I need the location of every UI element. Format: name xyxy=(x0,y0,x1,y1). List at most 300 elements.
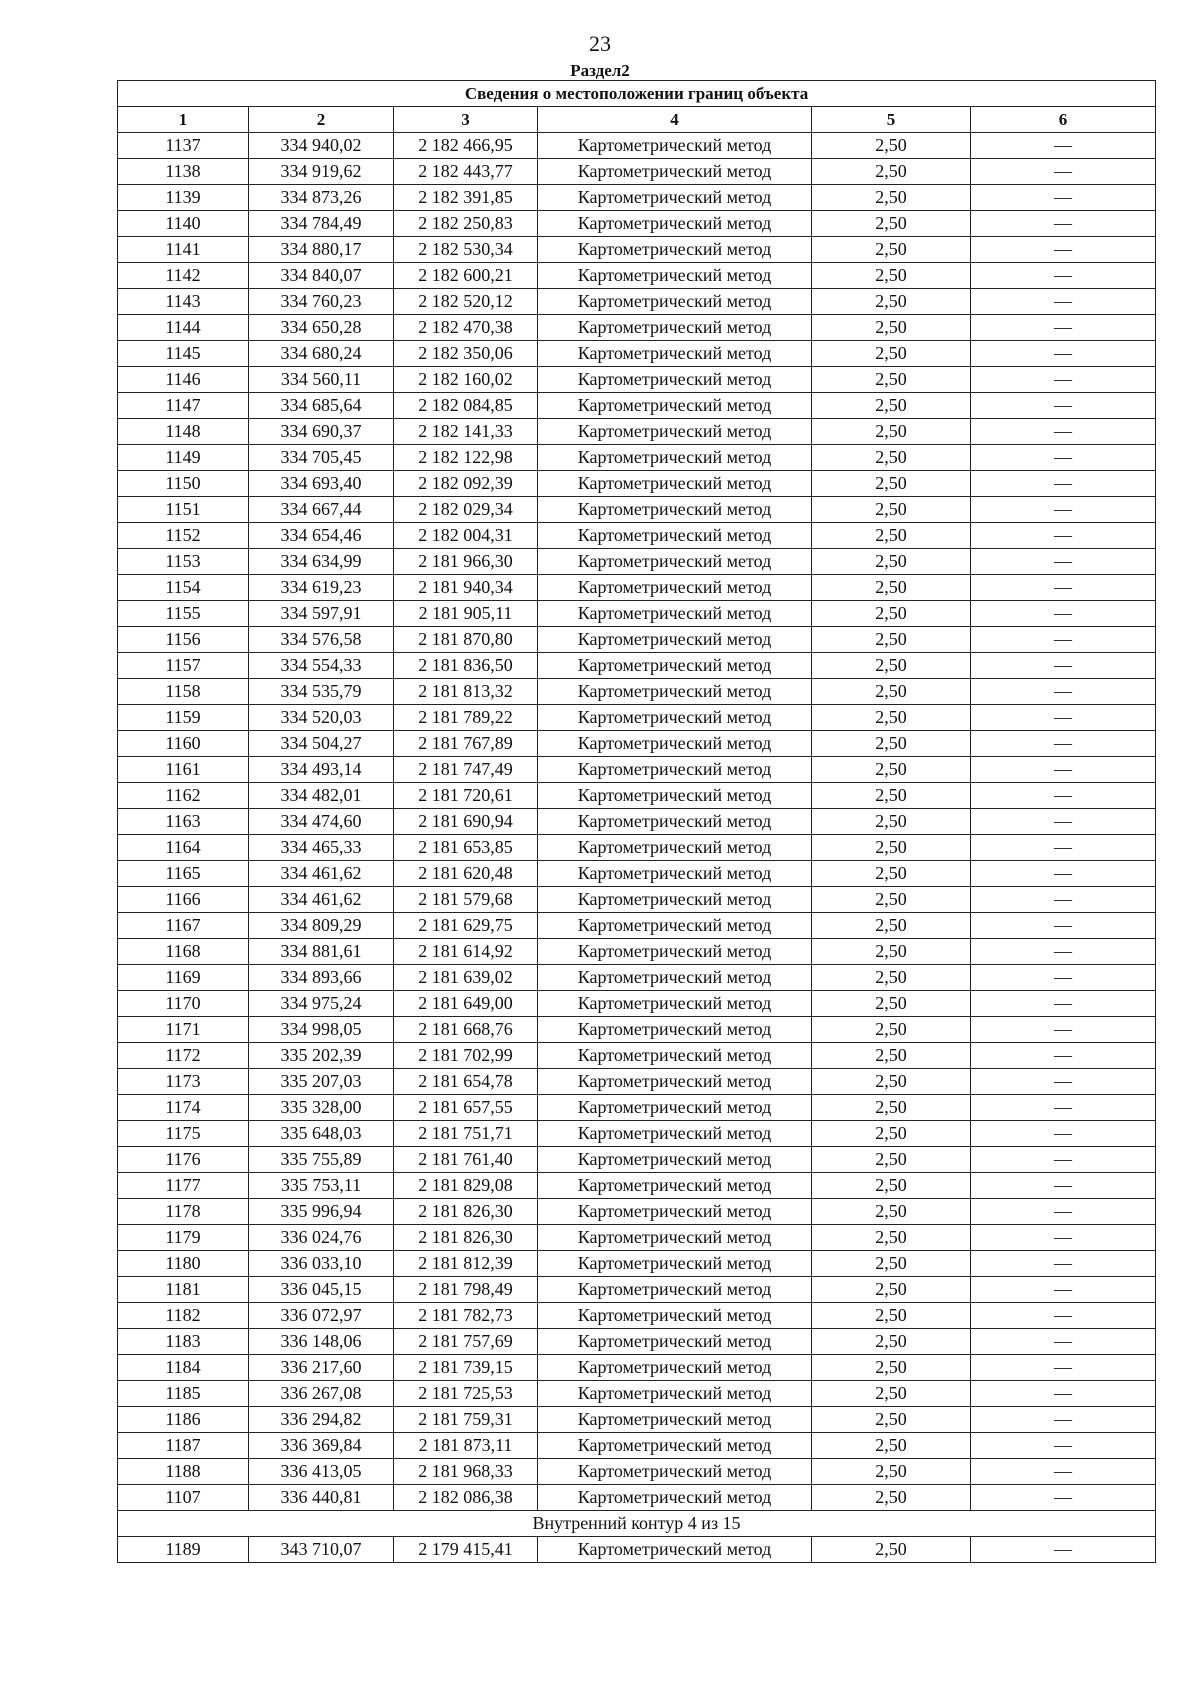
contour-label: Внутренний контур 4 из 15 xyxy=(118,1511,1156,1537)
table-cell: 1187 xyxy=(118,1433,249,1459)
table-cell: — xyxy=(971,1433,1156,1459)
table-cell: 1164 xyxy=(118,835,249,861)
table-cell: — xyxy=(971,211,1156,237)
table-row xyxy=(118,1043,1156,1069)
column-header: 3 xyxy=(394,107,538,133)
table-cell: Картометрический метод xyxy=(538,1537,812,1563)
table-cell: 2 181 720,61 xyxy=(394,783,538,809)
table-cell: 2 182 350,06 xyxy=(394,341,538,367)
table-cell: 2,50 xyxy=(812,185,971,211)
table-cell: 1146 xyxy=(118,367,249,393)
table-cell: 2,50 xyxy=(812,315,971,341)
contour-table-body xyxy=(118,1537,1156,1563)
table-row xyxy=(118,419,1156,445)
column-header: 4 xyxy=(538,107,812,133)
table-cell: Картометрический метод xyxy=(538,1485,812,1511)
table-row xyxy=(118,627,1156,653)
table-cell: 2,50 xyxy=(812,523,971,549)
table-cell: Картометрический метод xyxy=(538,1459,812,1485)
table-cell: 1189 xyxy=(118,1537,249,1563)
table-cell: 336 045,15 xyxy=(249,1277,394,1303)
table-cell: 2,50 xyxy=(812,1381,971,1407)
table-row xyxy=(118,991,1156,1017)
table-cell: 1171 xyxy=(118,1017,249,1043)
table-cell: 2 181 798,49 xyxy=(394,1277,538,1303)
table-cell: 2,50 xyxy=(812,1251,971,1277)
table-cell: 2 181 757,69 xyxy=(394,1329,538,1355)
header-row xyxy=(118,107,1156,133)
table-cell: 1188 xyxy=(118,1459,249,1485)
table-cell: 2 181 668,76 xyxy=(394,1017,538,1043)
table-cell: 334 693,40 xyxy=(249,471,394,497)
table-cell: 334 654,46 xyxy=(249,523,394,549)
table-cell: 2,50 xyxy=(812,627,971,653)
table-cell: 2,50 xyxy=(812,783,971,809)
table-cell: Картометрический метод xyxy=(538,835,812,861)
table-cell: — xyxy=(971,315,1156,341)
table-cell: Картометрический метод xyxy=(538,757,812,783)
table-cell: 2 181 751,71 xyxy=(394,1121,538,1147)
table-cell: 2 182 391,85 xyxy=(394,185,538,211)
table-cell: Картометрический метод xyxy=(538,133,812,159)
table-cell: 2,50 xyxy=(812,1433,971,1459)
table-cell: — xyxy=(971,601,1156,627)
table-cell: 2 181 739,15 xyxy=(394,1355,538,1381)
table-cell: 2,50 xyxy=(812,1329,971,1355)
table-cell: Картометрический метод xyxy=(538,1303,812,1329)
table-cell: 2,50 xyxy=(812,341,971,367)
table-cell: 2 182 470,38 xyxy=(394,315,538,341)
table-cell: 2 181 702,99 xyxy=(394,1043,538,1069)
table-cell: 334 560,11 xyxy=(249,367,394,393)
table-caption: Сведения о местоположении границ объекта xyxy=(118,81,1156,107)
table-cell: Картометрический метод xyxy=(538,1225,812,1251)
table-cell: 2 181 812,39 xyxy=(394,1251,538,1277)
table-cell: — xyxy=(971,731,1156,757)
table-row xyxy=(118,601,1156,627)
table-cell: 2 182 092,39 xyxy=(394,471,538,497)
table-cell: — xyxy=(971,1147,1156,1173)
table-row xyxy=(118,835,1156,861)
table-cell: 334 685,64 xyxy=(249,393,394,419)
table-cell: 2,50 xyxy=(812,861,971,887)
table-cell: 2,50 xyxy=(812,1303,971,1329)
table-cell: 1162 xyxy=(118,783,249,809)
table-cell: 334 474,60 xyxy=(249,809,394,835)
table-cell: Картометрический метод xyxy=(538,1017,812,1043)
table-cell: 334 690,37 xyxy=(249,419,394,445)
table-cell: 334 535,79 xyxy=(249,679,394,705)
table-cell: 336 294,82 xyxy=(249,1407,394,1433)
table-cell: Картометрический метод xyxy=(538,237,812,263)
table-cell: 336 024,76 xyxy=(249,1225,394,1251)
table-cell: 1152 xyxy=(118,523,249,549)
table-row xyxy=(118,1329,1156,1355)
table-cell: Картометрический метод xyxy=(538,1381,812,1407)
table-cell: 334 784,49 xyxy=(249,211,394,237)
table-cell: 2 181 614,92 xyxy=(394,939,538,965)
table-cell: — xyxy=(971,627,1156,653)
table-row xyxy=(118,133,1156,159)
table-cell: Картометрический метод xyxy=(538,861,812,887)
table-cell: 2 182 443,77 xyxy=(394,159,538,185)
table-cell: 2,50 xyxy=(812,289,971,315)
table-row xyxy=(118,237,1156,263)
table-row xyxy=(118,445,1156,471)
table-row xyxy=(118,1095,1156,1121)
table-cell: Картометрический метод xyxy=(538,653,812,679)
table-cell: — xyxy=(971,1537,1156,1563)
table-cell: — xyxy=(971,159,1156,185)
table-cell: Картометрический метод xyxy=(538,939,812,965)
table-cell: 2,50 xyxy=(812,835,971,861)
table-cell: 1139 xyxy=(118,185,249,211)
table-cell: 2 181 870,80 xyxy=(394,627,538,653)
table-cell: 2 182 029,34 xyxy=(394,497,538,523)
table-cell: 1169 xyxy=(118,965,249,991)
table-row xyxy=(118,783,1156,809)
table-cell: — xyxy=(971,757,1156,783)
table-cell: 2 182 160,02 xyxy=(394,367,538,393)
table-cell: 2,50 xyxy=(812,575,971,601)
table-cell: 2 181 905,11 xyxy=(394,601,538,627)
table-row xyxy=(118,263,1156,289)
coordinates-table xyxy=(117,80,1156,1563)
table-cell: — xyxy=(971,445,1156,471)
table-cell: 335 648,03 xyxy=(249,1121,394,1147)
table-cell: 334 504,27 xyxy=(249,731,394,757)
table-cell: — xyxy=(971,1121,1156,1147)
table-cell: Картометрический метод xyxy=(538,341,812,367)
table-cell: 2 182 530,34 xyxy=(394,237,538,263)
table-cell: 1185 xyxy=(118,1381,249,1407)
table-cell: 2,50 xyxy=(812,1043,971,1069)
table-cell: 2,50 xyxy=(812,1017,971,1043)
table-cell: 1154 xyxy=(118,575,249,601)
table-cell: 2 182 141,33 xyxy=(394,419,538,445)
table-cell: 1156 xyxy=(118,627,249,653)
table-row xyxy=(118,289,1156,315)
table-cell: 334 873,26 xyxy=(249,185,394,211)
table-row xyxy=(118,185,1156,211)
table-cell: 334 667,44 xyxy=(249,497,394,523)
table-cell: 2,50 xyxy=(812,757,971,783)
table-cell: 1158 xyxy=(118,679,249,705)
table-cell: 1149 xyxy=(118,445,249,471)
table-cell: Картометрический метод xyxy=(538,419,812,445)
table-cell: Картометрический метод xyxy=(538,315,812,341)
table-cell: 1176 xyxy=(118,1147,249,1173)
table-cell: — xyxy=(971,1355,1156,1381)
table-cell: Картометрический метод xyxy=(538,1251,812,1277)
table-cell: 1165 xyxy=(118,861,249,887)
table-cell: — xyxy=(971,861,1156,887)
table-cell: 334 619,23 xyxy=(249,575,394,601)
table-cell: 2 181 968,33 xyxy=(394,1459,538,1485)
table-cell: Картометрический метод xyxy=(538,185,812,211)
table-cell: 335 996,94 xyxy=(249,1199,394,1225)
table-cell: Картометрический метод xyxy=(538,393,812,419)
table-cell: 334 919,62 xyxy=(249,159,394,185)
table-cell: 334 705,45 xyxy=(249,445,394,471)
table-cell: 2 181 940,34 xyxy=(394,575,538,601)
table-cell: 334 461,62 xyxy=(249,887,394,913)
table-row xyxy=(118,705,1156,731)
table-cell: 2,50 xyxy=(812,393,971,419)
table-row xyxy=(118,1173,1156,1199)
table-cell: 336 072,97 xyxy=(249,1303,394,1329)
table-cell: 2 181 620,48 xyxy=(394,861,538,887)
table-cell: — xyxy=(971,1199,1156,1225)
table-cell: 2,50 xyxy=(812,133,971,159)
table-cell: 2 181 725,53 xyxy=(394,1381,538,1407)
table-cell: 2 181 761,40 xyxy=(394,1147,538,1173)
table-cell: Картометрический метод xyxy=(538,1173,812,1199)
table-cell: 335 207,03 xyxy=(249,1069,394,1095)
table-cell: 1186 xyxy=(118,1407,249,1433)
table-cell: 334 634,99 xyxy=(249,549,394,575)
table-row xyxy=(118,1381,1156,1407)
table-row xyxy=(118,653,1156,679)
table-row xyxy=(118,939,1156,965)
table-cell: 2 181 653,85 xyxy=(394,835,538,861)
table-cell: 1184 xyxy=(118,1355,249,1381)
table-row xyxy=(118,757,1156,783)
table-cell: 2,50 xyxy=(812,1173,971,1199)
table-cell: — xyxy=(971,1459,1156,1485)
table-cell: 2 182 466,95 xyxy=(394,133,538,159)
table-cell: 1160 xyxy=(118,731,249,757)
table-cell: Картометрический метод xyxy=(538,211,812,237)
table-cell: — xyxy=(971,809,1156,835)
table-cell: 1147 xyxy=(118,393,249,419)
column-header: 2 xyxy=(249,107,394,133)
table-cell: 2,50 xyxy=(812,653,971,679)
table-cell: Картометрический метод xyxy=(538,731,812,757)
table-cell: 334 493,14 xyxy=(249,757,394,783)
table-body xyxy=(118,133,1156,1511)
table-cell: — xyxy=(971,393,1156,419)
table-cell: — xyxy=(971,549,1156,575)
table-cell: 2,50 xyxy=(812,367,971,393)
table-cell: — xyxy=(971,471,1156,497)
table-cell: 336 033,10 xyxy=(249,1251,394,1277)
table-cell: 1170 xyxy=(118,991,249,1017)
table-cell: 1140 xyxy=(118,211,249,237)
table-row xyxy=(118,575,1156,601)
column-header: 6 xyxy=(971,107,1156,133)
table-cell: 1182 xyxy=(118,1303,249,1329)
table-cell: 334 680,24 xyxy=(249,341,394,367)
table-cell: 2 181 759,31 xyxy=(394,1407,538,1433)
table-cell: 1168 xyxy=(118,939,249,965)
table-cell: 2,50 xyxy=(812,1459,971,1485)
table-cell: Картометрический метод xyxy=(538,1095,812,1121)
table-cell: 2,50 xyxy=(812,1355,971,1381)
table-cell: — xyxy=(971,1381,1156,1407)
table-cell: 2 181 657,55 xyxy=(394,1095,538,1121)
table-row xyxy=(118,393,1156,419)
table-cell: 335 328,00 xyxy=(249,1095,394,1121)
table-cell: — xyxy=(971,497,1156,523)
table-row xyxy=(118,913,1156,939)
table-cell: — xyxy=(971,1069,1156,1095)
table-cell: 2,50 xyxy=(812,211,971,237)
table-row xyxy=(118,1407,1156,1433)
table-cell: 335 755,89 xyxy=(249,1147,394,1173)
table-cell: 2 182 600,21 xyxy=(394,263,538,289)
table-cell: Картометрический метод xyxy=(538,1329,812,1355)
table-cell: 2,50 xyxy=(812,679,971,705)
table-cell: 1107 xyxy=(118,1485,249,1511)
table-cell: 335 753,11 xyxy=(249,1173,394,1199)
table-cell: Картометрический метод xyxy=(538,549,812,575)
table-cell: 1163 xyxy=(118,809,249,835)
table-cell: — xyxy=(971,133,1156,159)
table-cell: 1153 xyxy=(118,549,249,575)
table-cell: — xyxy=(971,341,1156,367)
table-cell: — xyxy=(971,1251,1156,1277)
table-cell: 2,50 xyxy=(812,263,971,289)
table-cell: 1155 xyxy=(118,601,249,627)
table-cell: 2,50 xyxy=(812,419,971,445)
table-cell: — xyxy=(971,887,1156,913)
table-cell: — xyxy=(971,1277,1156,1303)
table-cell: 2 181 829,08 xyxy=(394,1173,538,1199)
table-cell: — xyxy=(971,1329,1156,1355)
table-cell: 2,50 xyxy=(812,1095,971,1121)
table-cell: — xyxy=(971,965,1156,991)
table-cell: 1142 xyxy=(118,263,249,289)
table-row xyxy=(118,523,1156,549)
table-cell: 1180 xyxy=(118,1251,249,1277)
table-cell: — xyxy=(971,1303,1156,1329)
table-row xyxy=(118,1303,1156,1329)
table-cell: 1177 xyxy=(118,1173,249,1199)
table-cell: Картометрический метод xyxy=(538,1147,812,1173)
table-cell: 334 465,33 xyxy=(249,835,394,861)
table-cell: Картометрический метод xyxy=(538,783,812,809)
table-row xyxy=(118,1069,1156,1095)
table-cell: 2,50 xyxy=(812,549,971,575)
table-cell: 1144 xyxy=(118,315,249,341)
table-cell: — xyxy=(971,1043,1156,1069)
table-cell: Картометрический метод xyxy=(538,367,812,393)
table-cell: 335 202,39 xyxy=(249,1043,394,1069)
table-cell: 1166 xyxy=(118,887,249,913)
table-cell: 2,50 xyxy=(812,237,971,263)
table-cell: Картометрический метод xyxy=(538,705,812,731)
table-row xyxy=(118,1251,1156,1277)
table-cell: 2 181 813,32 xyxy=(394,679,538,705)
table-cell: — xyxy=(971,289,1156,315)
table-cell: 334 893,66 xyxy=(249,965,394,991)
table-row xyxy=(118,1355,1156,1381)
table-cell: 1145 xyxy=(118,341,249,367)
table-cell: 2,50 xyxy=(812,601,971,627)
table-cell: 1161 xyxy=(118,757,249,783)
table-cell: 334 940,02 xyxy=(249,133,394,159)
table-cell: 2 181 690,94 xyxy=(394,809,538,835)
table-cell: 2 179 415,41 xyxy=(394,1537,538,1563)
table-cell: 334 554,33 xyxy=(249,653,394,679)
table-cell: Картометрический метод xyxy=(538,471,812,497)
table-cell: 1167 xyxy=(118,913,249,939)
table-cell: Картометрический метод xyxy=(538,1199,812,1225)
table-cell: 2 181 654,78 xyxy=(394,1069,538,1095)
table-cell: — xyxy=(971,1017,1156,1043)
table-row xyxy=(118,1121,1156,1147)
table-row xyxy=(118,159,1156,185)
table-cell: 2,50 xyxy=(812,1407,971,1433)
table-cell: 2 181 873,11 xyxy=(394,1433,538,1459)
table-cell: Картометрический метод xyxy=(538,679,812,705)
table-cell: — xyxy=(971,835,1156,861)
table-cell: — xyxy=(971,1407,1156,1433)
table-cell: — xyxy=(971,991,1156,1017)
table-cell: 1175 xyxy=(118,1121,249,1147)
table-cell: Картометрический метод xyxy=(538,601,812,627)
table-row xyxy=(118,679,1156,705)
table-cell: — xyxy=(971,705,1156,731)
table-cell: 2 182 004,31 xyxy=(394,523,538,549)
table-cell: 2 181 782,73 xyxy=(394,1303,538,1329)
table-cell: 2 181 629,75 xyxy=(394,913,538,939)
table-cell: 1151 xyxy=(118,497,249,523)
table-cell: 334 998,05 xyxy=(249,1017,394,1043)
table-cell: 2 181 789,22 xyxy=(394,705,538,731)
table-cell: Картометрический метод xyxy=(538,263,812,289)
table-cell: 2,50 xyxy=(812,471,971,497)
table-cell: — xyxy=(971,1485,1156,1511)
table-cell: 1157 xyxy=(118,653,249,679)
table-cell: Картометрический метод xyxy=(538,497,812,523)
table-cell: 1159 xyxy=(118,705,249,731)
table-cell: 1173 xyxy=(118,1069,249,1095)
table-cell: 1138 xyxy=(118,159,249,185)
table-cell: 334 461,62 xyxy=(249,861,394,887)
table-cell: Картометрический метод xyxy=(538,1407,812,1433)
table-cell: 2,50 xyxy=(812,1537,971,1563)
table-cell: 334 881,61 xyxy=(249,939,394,965)
table-cell: 1183 xyxy=(118,1329,249,1355)
table-cell: Картометрический метод xyxy=(538,575,812,601)
table-cell: Картометрический метод xyxy=(538,1433,812,1459)
table-row xyxy=(118,1225,1156,1251)
table-cell: Картометрический метод xyxy=(538,913,812,939)
table-cell: 2 182 084,85 xyxy=(394,393,538,419)
table-cell: Картометрический метод xyxy=(538,523,812,549)
table-cell: — xyxy=(971,913,1156,939)
table-cell: 2,50 xyxy=(812,1225,971,1251)
table-row xyxy=(118,341,1156,367)
table-cell: 2,50 xyxy=(812,1199,971,1225)
table-row xyxy=(118,211,1156,237)
table-cell: 2,50 xyxy=(812,731,971,757)
table-cell: 334 975,24 xyxy=(249,991,394,1017)
table-cell: 1181 xyxy=(118,1277,249,1303)
table-cell: 2 181 649,00 xyxy=(394,991,538,1017)
table-cell: 2 181 579,68 xyxy=(394,887,538,913)
table-cell: 2 182 122,98 xyxy=(394,445,538,471)
table-cell: — xyxy=(971,523,1156,549)
table-cell: 2,50 xyxy=(812,1485,971,1511)
table-cell: 334 650,28 xyxy=(249,315,394,341)
table-cell: — xyxy=(971,783,1156,809)
table-row xyxy=(118,1199,1156,1225)
table-cell: 1137 xyxy=(118,133,249,159)
table-cell: 343 710,07 xyxy=(249,1537,394,1563)
